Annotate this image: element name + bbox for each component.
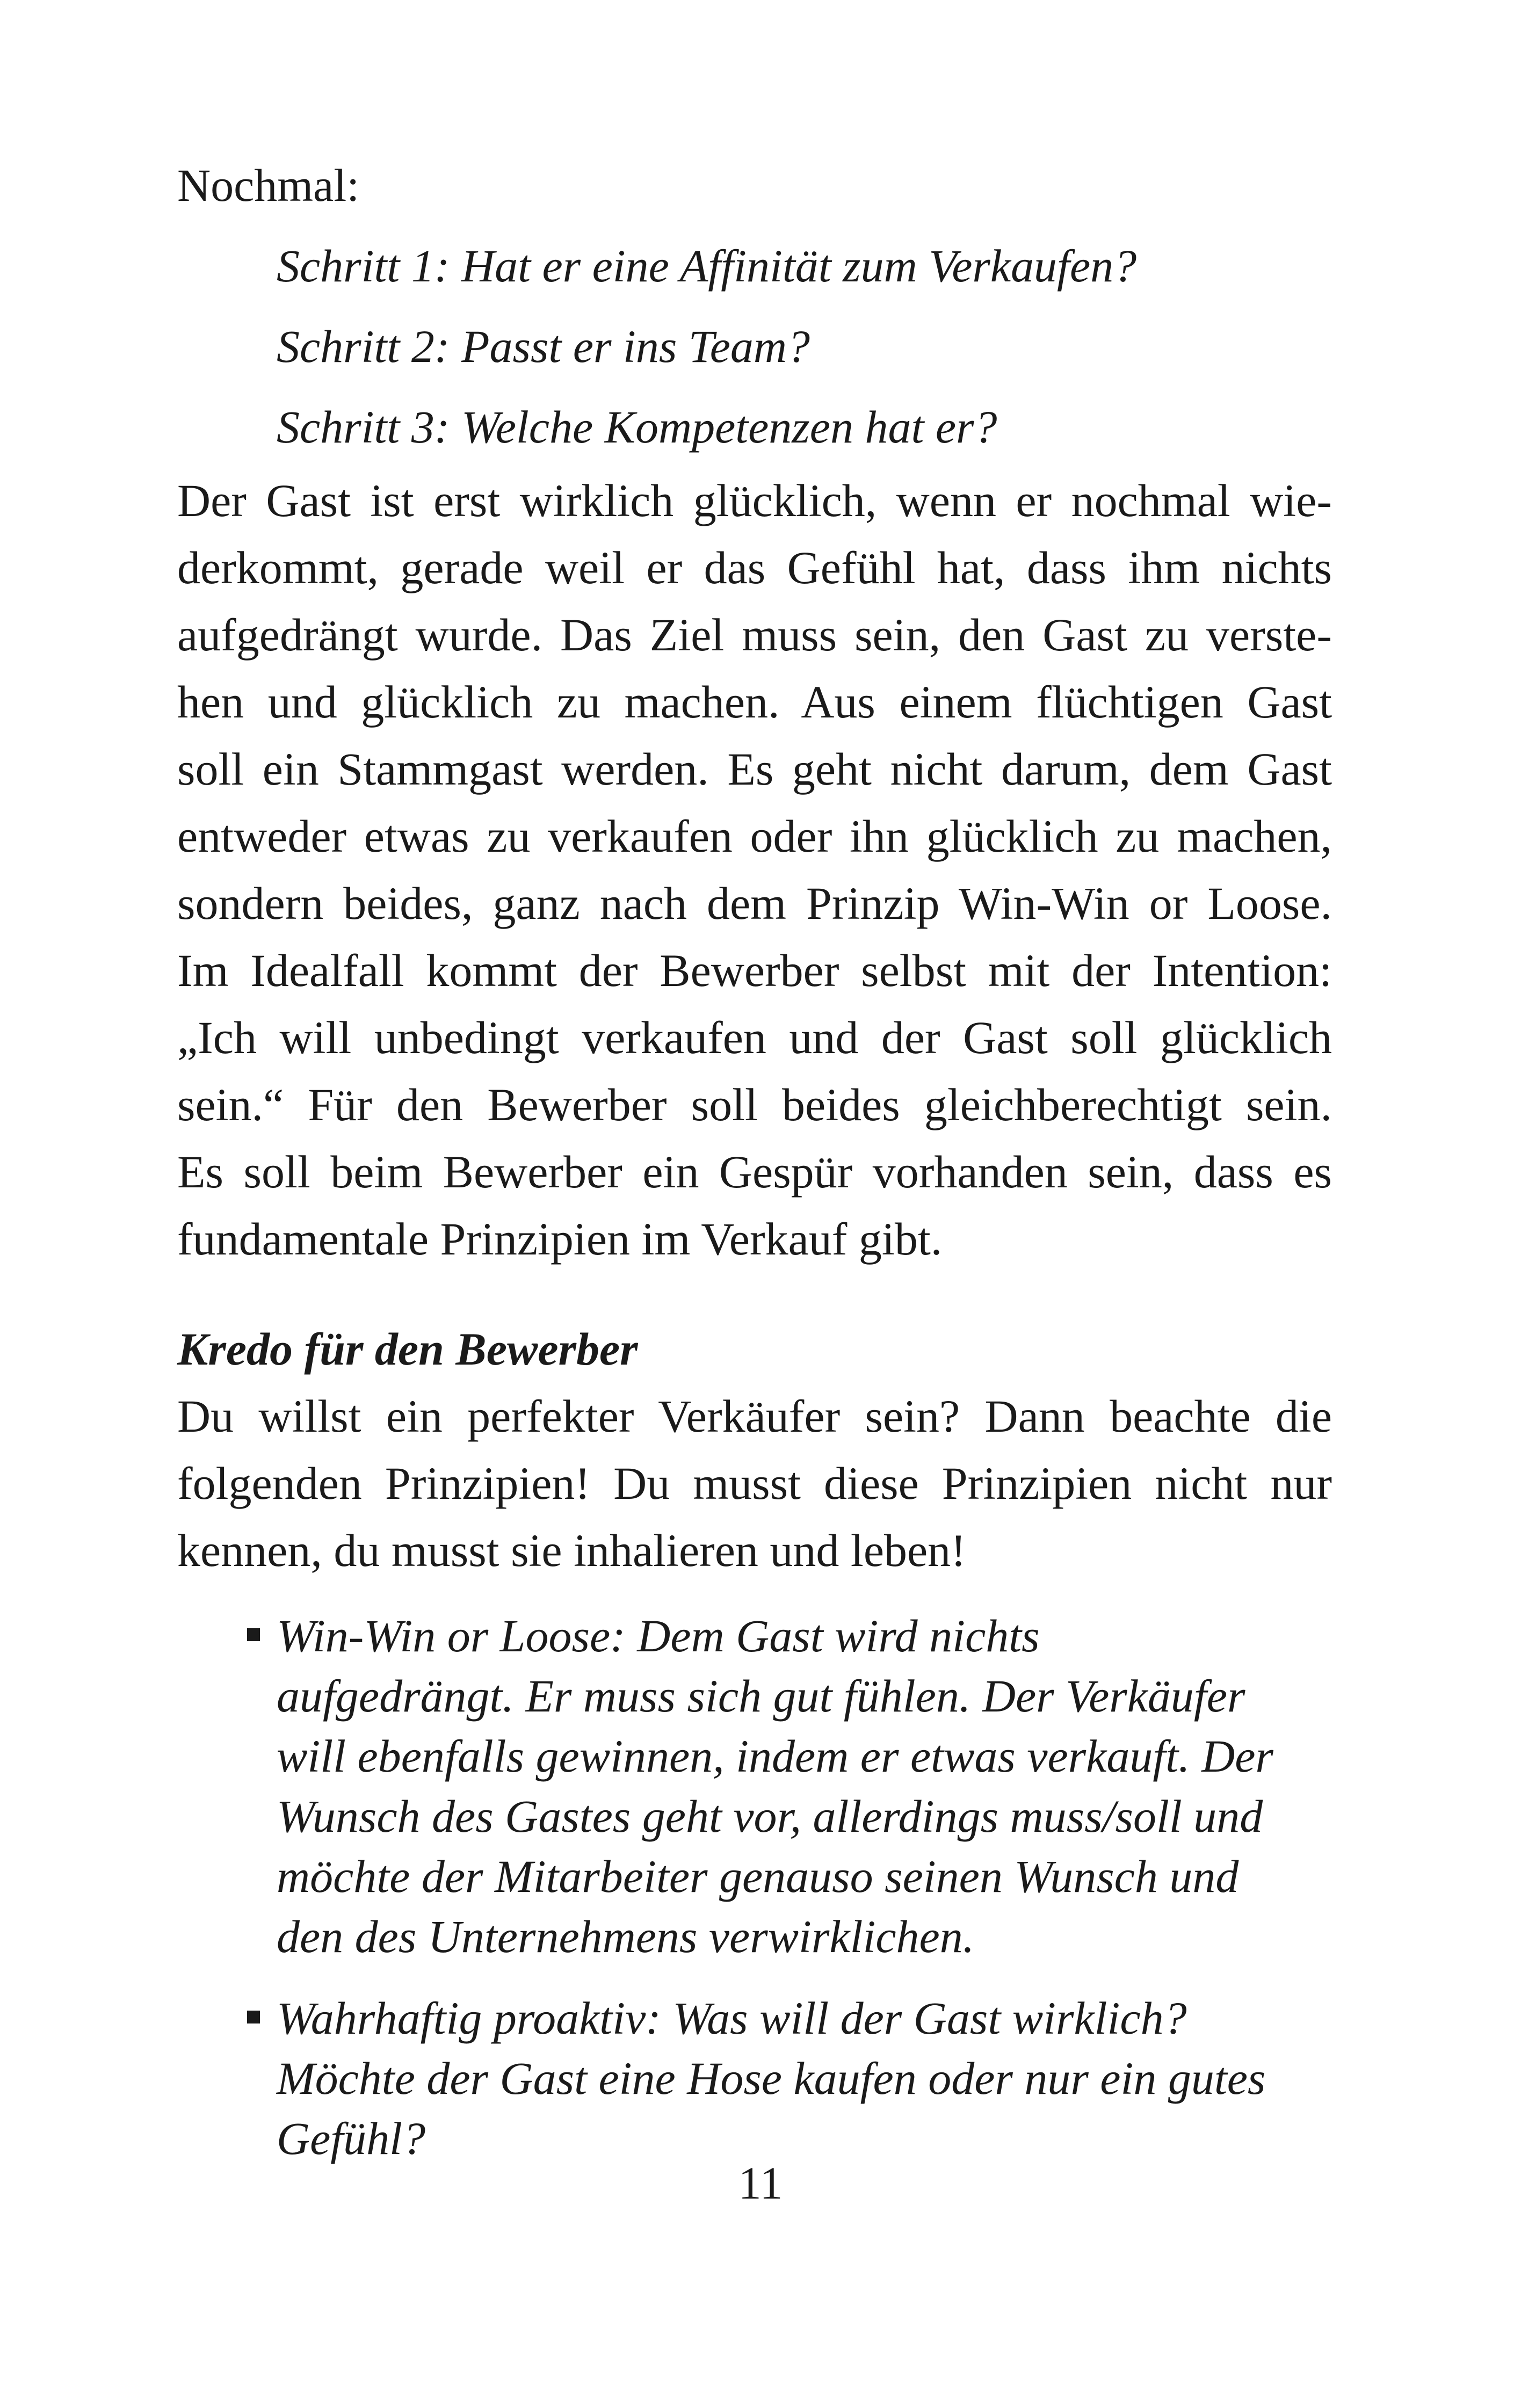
paragraph-line: Es soll beim Bewerber ein Gespür vorhanden sein, dass es (177, 1146, 1332, 1198)
paragraph-line: Du willst ein perfekter Verkäufer sein? Dann beachte die (177, 1390, 1332, 1442)
paragraph-line: Im Idealfall kommt der Bewerber selbst mit der Intention: (177, 945, 1332, 996)
list-item-line: den des Unternehmens verwirklichen. (277, 1911, 975, 1962)
list-item-line: Möchte der Gast eine Hose kaufen oder nur ein gutes (277, 2052, 1266, 2104)
list-item-line: Gefühl? (277, 2113, 426, 2164)
paragraph-line: „Ich will unbedingt verkaufen und der Gast soll glücklich (177, 1012, 1332, 1063)
list-item-line: Wahrhaftig proaktiv: Was will der Gast wirklich? (277, 1992, 1187, 2044)
list-item-line: Win-Win or Loose: Dem Gast wird nichts (277, 1610, 1040, 1662)
principles-list (177, 1606, 1332, 2168)
paragraph-line: fundamentale Prinzipien im Verkauf gibt. (177, 1213, 943, 1265)
step-item: Schritt 3: Welche Kompetenzen hat er? (277, 401, 997, 453)
paragraph-line: Der Gast ist erst wirklich glücklich, wenn er nochmal wie- (177, 475, 1332, 526)
paragraph-body (177, 1383, 1332, 1584)
list-item-line: Wunsch des Gastes geht vor, allerdings muss/soll und (277, 1790, 1263, 1842)
section-heading: Kredo für den Bewerber (177, 1323, 638, 1375)
paragraph-line: hen und glücklich zu machen. Aus einem flüchtigen Gast (177, 676, 1332, 728)
step-item: Schritt 2: Passt er ins Team? (277, 321, 810, 372)
paragraph-line: derkommt, gerade weil er das Gefühl hat, dass ihm nichts (177, 542, 1332, 593)
paragraph-line: entweder etwas zu verkaufen oder ihn glücklich zu machen, (177, 810, 1332, 862)
paragraph-line: sein.“ Für den Bewerber soll beides gleichberechtigt sein. (177, 1079, 1332, 1130)
list-item-line: aufgedrängt. Er muss sich gut fühlen. Der Verkäufer (277, 1670, 1245, 1722)
list-item (177, 1606, 1332, 1967)
paragraph-line: sondern beides, ganz nach dem Prinzip Win-Win or Loose. (177, 877, 1332, 929)
list-item-line: will ebenfalls gewinnen, indem er etwas verkauft. Der (277, 1730, 1273, 1782)
paragraph-line: aufgedrängt wurde. Das Ziel muss sein, den Gast zu verste- (177, 609, 1332, 661)
list-item-line: möchte der Mitarbeiter genauso seinen Wunsch und (277, 1851, 1239, 1902)
steps-list (177, 226, 1332, 467)
square-bullet-icon (247, 1628, 260, 1641)
intro-text: Nochmal: (177, 159, 360, 211)
step-item: Schritt 1: Hat er eine Affinität zum Verkaufen? (277, 240, 1137, 292)
list-item (177, 1988, 1332, 2168)
paragraph-line: kennen, du musst sie inhalieren und leben! (177, 1525, 966, 1576)
square-bullet-icon (247, 2011, 260, 2023)
paragraph-line: folgenden Prinzipien! Du musst diese Prinzipien nicht nur (177, 1457, 1332, 1509)
paragraph-line: soll ein Stammgast werden. Es geht nicht darum, dem Gast (177, 743, 1332, 795)
page-number: 11 (738, 2157, 783, 2209)
page-content (177, 145, 1332, 2190)
paragraph-body (177, 467, 1332, 1273)
